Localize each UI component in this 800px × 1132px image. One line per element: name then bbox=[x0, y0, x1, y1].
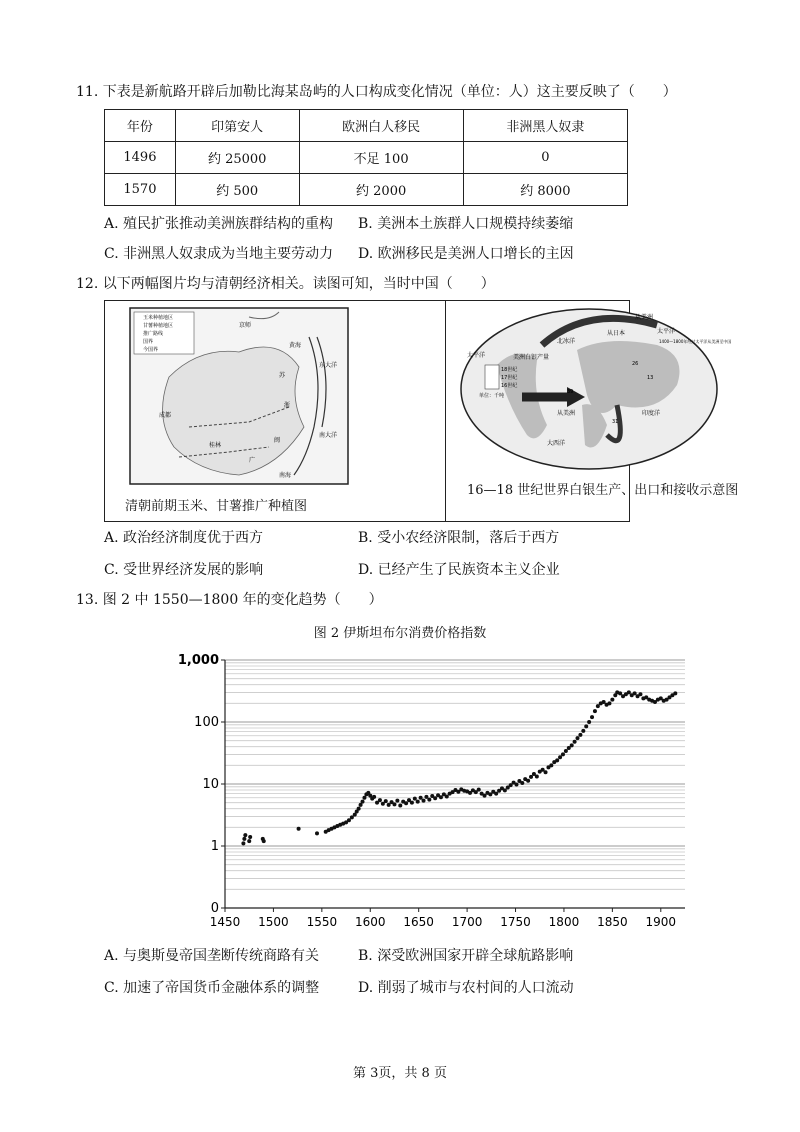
map-label: 太平洋 bbox=[467, 352, 486, 359]
q11-option-b[interactable]: B. 美洲本土族群人口规模持续萎缩 bbox=[358, 216, 574, 232]
q13-stem: 13. 图 2 中 1550—1800 年的变化趋势（ ） bbox=[76, 592, 383, 608]
map-value: 13 bbox=[647, 375, 654, 381]
map-label: 黄海 bbox=[289, 342, 302, 349]
data-point bbox=[520, 781, 524, 785]
map-label: 南大洋 bbox=[319, 432, 338, 439]
data-point bbox=[618, 691, 622, 695]
data-point bbox=[433, 796, 437, 800]
data-point bbox=[248, 835, 252, 839]
data-point bbox=[494, 792, 498, 796]
data-point bbox=[241, 841, 245, 845]
chart-title: 图 2 伊斯坦布尔消费价格指数 bbox=[313, 626, 487, 641]
y-tick-label: 0 bbox=[210, 901, 219, 916]
map-label: 17世纪 bbox=[501, 375, 518, 381]
data-point bbox=[581, 729, 585, 733]
q13-option-d[interactable]: D. 削弱了城市与农村间的人口流动 bbox=[358, 980, 574, 996]
x-tick-label: 1850 bbox=[597, 915, 628, 929]
map1-caption: 清朝前期玉米、甘薯推广种植图 bbox=[125, 499, 308, 514]
table-cell: 1496 bbox=[105, 142, 176, 174]
map-label: 从美洲 bbox=[557, 410, 576, 417]
legend-label: 国界 bbox=[143, 339, 154, 345]
page-footer: 第 3页，共 8 页 bbox=[353, 1066, 447, 1081]
map-value: 26 bbox=[632, 361, 639, 367]
data-point bbox=[558, 755, 562, 759]
data-point bbox=[419, 796, 423, 800]
q13-option-a[interactable]: A. 与奥斯曼帝国垄断传统商路有关 bbox=[104, 948, 320, 964]
table-cell: 约 25000 bbox=[175, 142, 299, 174]
map-label: 闽 bbox=[274, 437, 281, 444]
x-tick-label: 1450 bbox=[209, 915, 241, 929]
data-point bbox=[262, 839, 266, 843]
crop-spread-map bbox=[129, 307, 349, 485]
silver-flow-map bbox=[457, 305, 732, 473]
table-row bbox=[105, 142, 628, 174]
x-tick-label: 1800 bbox=[548, 915, 580, 929]
data-point bbox=[673, 691, 677, 695]
data-point bbox=[529, 775, 533, 779]
table-cell: 0 bbox=[463, 142, 627, 174]
x-tick-label: 1700 bbox=[451, 915, 483, 929]
q12-figure-box bbox=[104, 300, 739, 522]
data-point bbox=[243, 833, 247, 837]
data-point bbox=[357, 807, 361, 811]
data-point bbox=[416, 800, 420, 804]
data-point bbox=[503, 788, 507, 792]
data-point bbox=[297, 827, 301, 831]
data-point bbox=[610, 698, 614, 702]
q12-stem: 12. 以下两幅图片均与清朝经济相关。读图可知，当时中国（ ） bbox=[76, 276, 495, 292]
data-point bbox=[410, 801, 414, 805]
table-cell: 不足 100 bbox=[299, 142, 463, 174]
map-label: 18世纪 bbox=[501, 367, 518, 373]
legend-label: 甘薯种植地区 bbox=[143, 323, 174, 329]
data-point bbox=[590, 715, 594, 719]
map-label: 美洲白银产量 bbox=[513, 354, 550, 361]
data-point bbox=[638, 692, 642, 696]
x-tick-label: 1900 bbox=[645, 915, 677, 929]
data-point bbox=[247, 839, 251, 843]
data-point bbox=[607, 701, 611, 705]
map-label: 单位：千吨 bbox=[479, 393, 505, 399]
data-point bbox=[477, 788, 481, 792]
legend-label: 今国界 bbox=[143, 347, 159, 353]
data-point bbox=[561, 752, 565, 756]
data-point bbox=[398, 804, 402, 808]
map-label: 桂林 bbox=[209, 442, 222, 449]
data-point bbox=[576, 736, 580, 740]
map-label: 成都 bbox=[159, 412, 172, 419]
data-point bbox=[633, 691, 637, 695]
data-point bbox=[593, 709, 597, 713]
q12-option-a[interactable]: A. 政治经济制度优于西方 bbox=[104, 530, 264, 546]
data-point bbox=[424, 795, 428, 799]
q11-stem: 11. 下表是新航路开辟后加勒比海某岛屿的人口构成变化情况（单位：人）这主要反映了（ ） bbox=[76, 84, 677, 100]
map-label: 浙 bbox=[284, 402, 291, 409]
map-label: 京师 bbox=[239, 322, 252, 329]
cpi-chart bbox=[175, 646, 695, 936]
data-point bbox=[514, 783, 518, 787]
x-tick-label: 1550 bbox=[306, 915, 338, 929]
data-point bbox=[242, 837, 246, 841]
data-point bbox=[584, 724, 588, 728]
legend-label: 推广路线 bbox=[143, 331, 164, 337]
figure-divider bbox=[445, 301, 446, 521]
data-point bbox=[392, 802, 396, 806]
data-point bbox=[555, 758, 559, 762]
data-point bbox=[587, 720, 591, 724]
y-tick-label: 100 bbox=[194, 715, 219, 730]
map-value: 31 bbox=[612, 419, 619, 425]
data-point bbox=[596, 704, 600, 708]
data-point bbox=[427, 798, 431, 802]
data-point bbox=[627, 690, 631, 694]
data-point bbox=[387, 803, 391, 807]
table-cell: 约 2000 bbox=[299, 174, 463, 206]
q11-option-d[interactable]: D. 欧洲移民是美洲人口增长的主因 bbox=[358, 246, 574, 262]
q13-option-b[interactable]: B. 深受欧洲国家开辟全球航路影响 bbox=[358, 948, 574, 964]
map-label: 大西洋 bbox=[547, 440, 566, 447]
map-label: 苏 bbox=[279, 372, 286, 379]
data-point bbox=[526, 779, 530, 783]
x-tick-label: 1500 bbox=[258, 915, 289, 929]
y-tick-label: 10 bbox=[202, 777, 219, 792]
map-value: 39 bbox=[567, 389, 574, 395]
x-tick-label: 1750 bbox=[500, 915, 531, 929]
table-cell: 约 500 bbox=[175, 174, 299, 206]
population-table bbox=[104, 109, 628, 206]
table-cell: 约 8000 bbox=[463, 174, 627, 206]
q11-option-a[interactable]: A. 殖民扩张推动美洲族群结构的重构 bbox=[104, 216, 334, 232]
y-tick-label: 1 bbox=[210, 839, 219, 854]
q11-option-c[interactable]: C. 非洲黑人奴隶成为当地主要劳动力 bbox=[104, 246, 334, 262]
data-point bbox=[535, 775, 539, 779]
table-header: 年份 bbox=[105, 110, 176, 142]
data-point bbox=[404, 801, 408, 805]
data-point bbox=[573, 740, 577, 744]
table-header: 非洲黑人奴隶 bbox=[463, 110, 627, 142]
data-point bbox=[422, 799, 426, 803]
data-point bbox=[372, 795, 376, 799]
table-row bbox=[105, 174, 628, 206]
map-label: 北冰洋 bbox=[557, 338, 576, 345]
q13-option-c[interactable]: C. 加速了帝国货币金融体系的调整 bbox=[104, 980, 320, 996]
map-label: 太平洋 bbox=[657, 328, 676, 335]
data-point bbox=[315, 831, 319, 835]
q12-option-b[interactable]: B. 受小农经济限制，落后于西方 bbox=[358, 530, 560, 546]
data-point bbox=[445, 794, 449, 798]
map-label: 印度洋 bbox=[642, 410, 661, 417]
map-label: 广 bbox=[249, 457, 256, 464]
legend-label: 玉米种植地区 bbox=[143, 315, 174, 321]
map-label: 1400—1800年经过太平洋从美洲至中国 bbox=[659, 339, 732, 344]
data-point bbox=[362, 796, 366, 800]
table-header: 印第安人 bbox=[175, 110, 299, 142]
data-point bbox=[395, 799, 399, 803]
data-point bbox=[544, 770, 548, 774]
data-point bbox=[347, 818, 351, 822]
map-label: 南海 bbox=[279, 472, 292, 479]
data-point bbox=[361, 800, 365, 804]
table-cell: 1570 bbox=[105, 174, 176, 206]
data-point bbox=[578, 733, 582, 737]
data-point bbox=[549, 763, 553, 767]
q12-option-c[interactable]: C. 受世界经济发展的影响 bbox=[104, 562, 264, 578]
data-point bbox=[413, 797, 417, 801]
table-header-row bbox=[105, 110, 628, 142]
y-tick-label: 1,000 bbox=[177, 653, 219, 668]
data-point bbox=[439, 795, 443, 799]
x-tick-label: 1600 bbox=[354, 915, 386, 929]
x-tick-label: 1650 bbox=[403, 915, 434, 929]
q12-option-d[interactable]: D. 已经产生了民族资本主义企业 bbox=[358, 562, 560, 578]
map-label: 从美洲 bbox=[635, 314, 654, 321]
map2-caption: 16—18 世纪世界白银生产、出口和接收示意图 bbox=[467, 483, 739, 498]
data-point bbox=[564, 749, 568, 753]
map-label: 从日本 bbox=[607, 330, 626, 337]
data-point bbox=[384, 799, 388, 803]
map-label: 东大洋 bbox=[319, 362, 338, 369]
map-label: 16世纪 bbox=[501, 383, 518, 389]
data-point bbox=[483, 794, 487, 798]
data-point bbox=[378, 798, 382, 802]
table-header: 欧洲白人移民 bbox=[299, 110, 463, 142]
data-point bbox=[570, 743, 574, 747]
